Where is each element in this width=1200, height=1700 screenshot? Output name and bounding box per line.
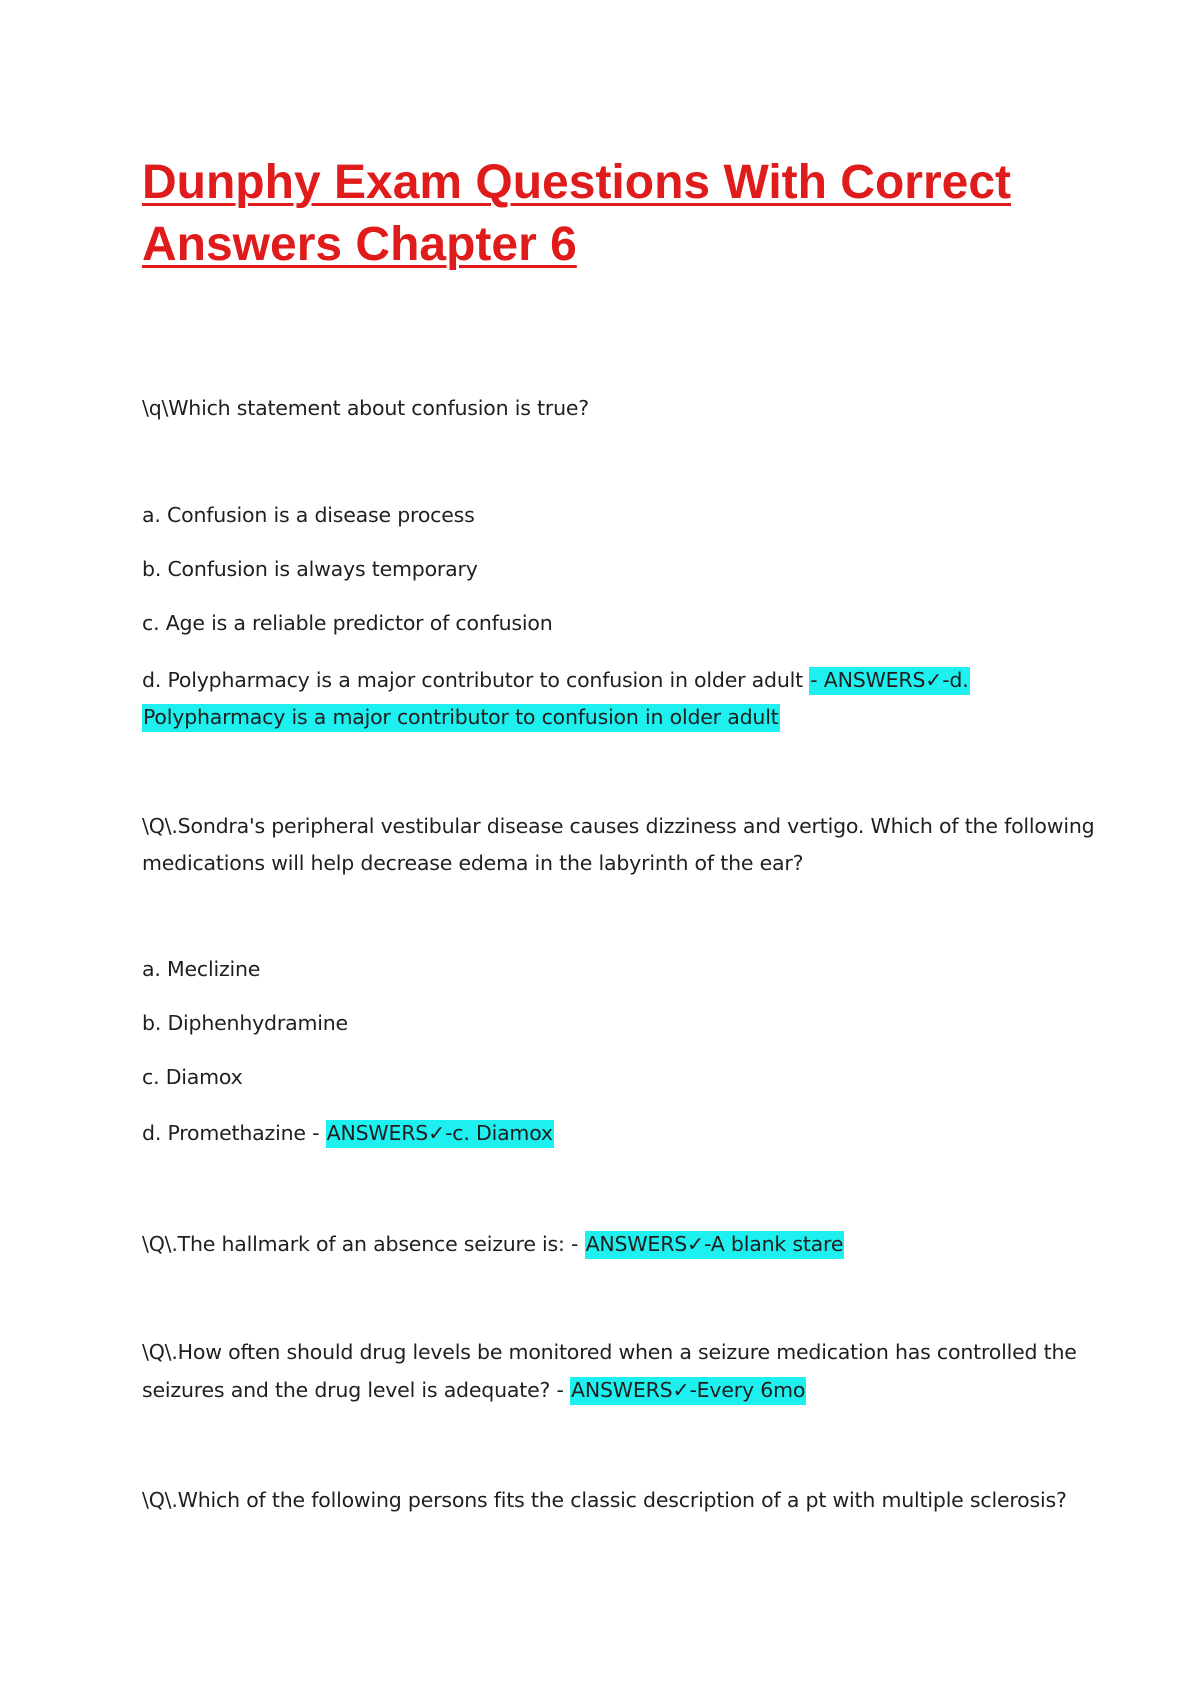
question-2-option-d-line: [142, 1121, 554, 1145]
question-1-option-a: a. Confusion is a disease process: [142, 503, 475, 527]
question-5-text: \Q\.Which of the following persons fits the classic description of a pt with multiple sclerosis?: [142, 1488, 1067, 1512]
question-2-text-line1: \Q\.Sondra's peripheral vestibular disease causes dizziness and vertigo. Which of the following: [142, 814, 1095, 838]
question-4-line2: [142, 1378, 806, 1402]
question-4-answer: ANSWERS✓-Every 6mo: [570, 1377, 806, 1405]
question-1-option-d-line: [142, 668, 970, 692]
question-1-text: \q\Which statement about confusion is true?: [142, 396, 589, 420]
document-title: Dunphy Exam Questions With Correct Answers Chapter 6: [142, 156, 1012, 271]
question-3-text: \Q\.The hallmark of an absence seizure is: -: [142, 1232, 579, 1256]
question-2-answer: ANSWERS✓-c. Diamox: [326, 1120, 554, 1148]
question-2-option-c: c. Diamox: [142, 1065, 243, 1089]
question-1-option-b: b. Confusion is always temporary: [142, 557, 478, 581]
question-2-option-b: b. Diphenhydramine: [142, 1011, 348, 1035]
question-3-answer: ANSWERS✓-A blank stare: [585, 1231, 845, 1259]
question-1-option-c: c. Age is a reliable predictor of confusion: [142, 611, 553, 635]
question-4-text-line2: seizures and the drug level is adequate? -: [142, 1378, 564, 1402]
question-2-option-d: d. Promethazine -: [142, 1121, 320, 1145]
question-3-line: [142, 1232, 844, 1256]
question-2-option-a: a. Meclizine: [142, 957, 261, 981]
question-4-text-line1: \Q\.How often should drug levels be monitored when a seizure medication has controlled the: [142, 1340, 1077, 1364]
question-1-answer-end: Polypharmacy is a major contributor to confusion in older adult: [142, 704, 780, 732]
question-1-answer-line: [142, 705, 780, 729]
question-1-option-d: d. Polypharmacy is a major contributor to confusion in older adult: [142, 668, 803, 692]
question-1-answer-start: - ANSWERS✓-d.: [809, 667, 969, 695]
question-2-text-line2: medications will help decrease edema in the labyrinth of the ear?: [142, 851, 804, 875]
